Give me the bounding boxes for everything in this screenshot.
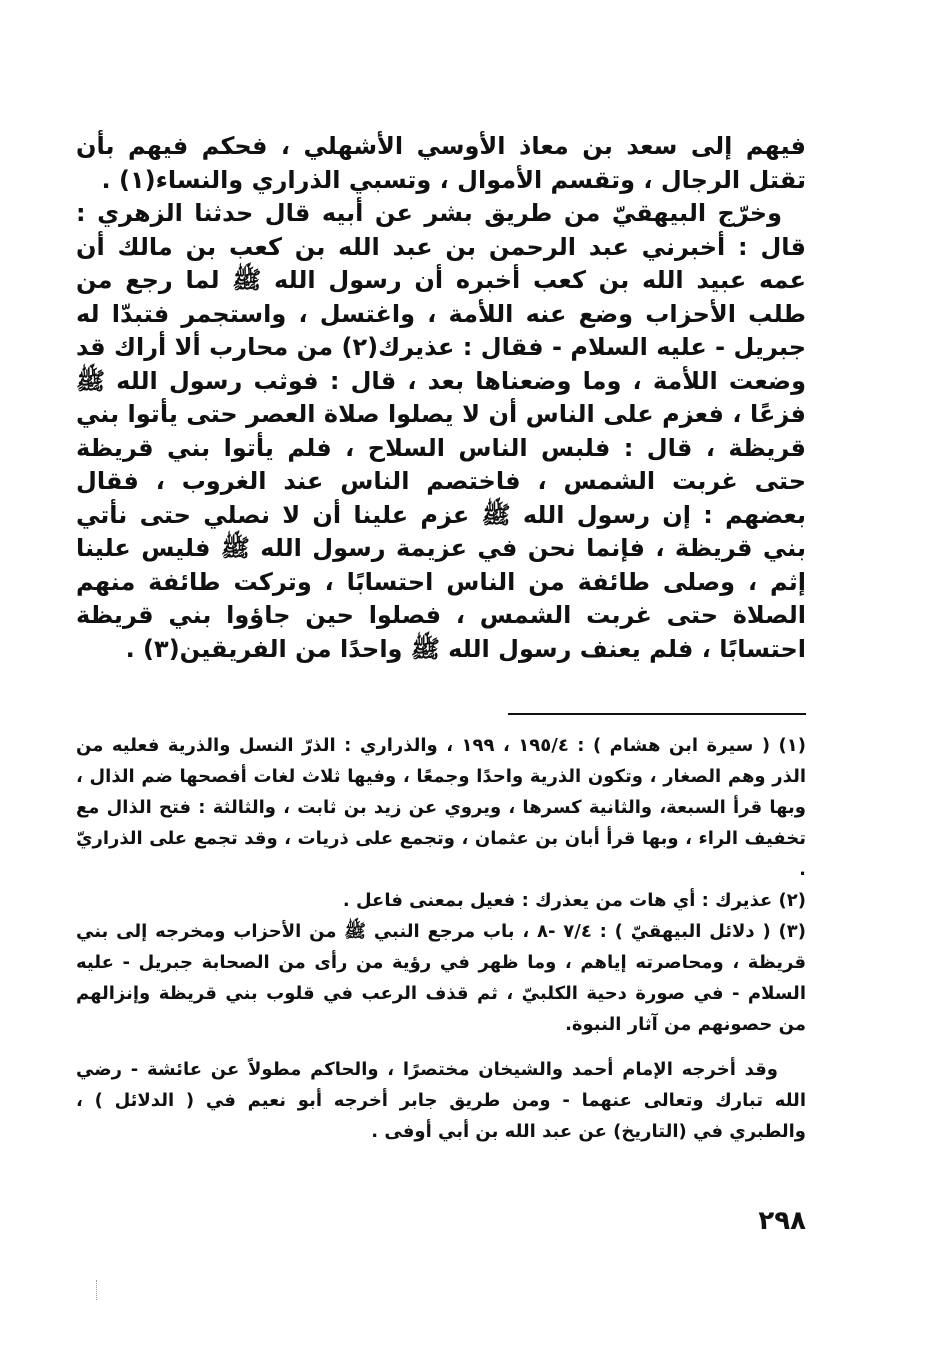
footnote-1: (١) ( سيرة ابن هشام ) : ١٩٥/٤ ، ١٩٩ ، والذراري : الذرّ النسل والذرية فعليه من الذر وهم الصغار ، وتكون الذرية واحدًا وجمعًا ، وفيها ثلاث لغات أفصحها ضم الذال ، وبها قرأ السبعة، والثانية كسرها ، ويروي عن زيد بن ثابت ، والثالثة : فتح الذال مع تخفيف الراء ، وبها قرأ أبان بن عثمان ، وتجمع على ذريات ، وقد تجمع على الذراريّ . [76, 735, 807, 880]
main-body-text [76, 130, 806, 666]
paragraph-continuation: فيهم إلى سعد بن معاذ الأوسي الأشهلي ، فحكم فيهم بأن تقتل الرجال ، وتقسم الأموال ، وتسبي الذراري والنساء(١) . [76, 132, 806, 194]
page-number: ٢٩٨ [758, 1206, 806, 1236]
footnote-2: (٢) عذيرك : أي هات من يعذرك : فعيل بمعنى فاعل . [342, 890, 806, 911]
footnote-3: (٣) ( دلائل البيهقيّ ) : ٧/٤ -٨ ، باب مرجع النبي ﷺ من الأحزاب ومخرجه إلى بني قريظة ، ومحاصرته إياهم ، وما ظهر في رؤية من رأى من الصحابة جبريل - عليه السلام - في صورة دحية الكلبيّ ، ثم قذف الرعب في قلوب بني قريظة وإنزالهم من حصونهم من آثار النبوة. [76, 921, 806, 1035]
footnote-separator [508, 713, 806, 715]
footnotes-section [76, 730, 806, 1147]
scan-artifact [96, 1280, 98, 1300]
paragraph-bayhaqi-narration: وخرّج البيهقيّ من طريق بشر عن أبيه قال حدثنا الزهري : قال : أخبرني عبد الرحمن بن عبد الله بن كعب بن مالك أن عمه عبيد الله بن كعب أخبره أن رسول الله ﷺ لما رجع من طلب الأحزاب وضع عنه اللأمة ، واغتسل ، واستجمر فتبدّا له جبريل - عليه السلام - فقال : عذيرك(٢) من محارب ألا أراك قد وضعت اللأمة ، وما وضعناها بعد ، قال : فوثب رسول الله ﷺ فزعًا ، فعزم على الناس أن لا يصلوا صلاة العصر حتى يأتوا بني قريظة ، قال : فلبس الناس السلاح ، فلم يأتوا بني قريظة حتى غربت الشمس ، فاختصم الناس عند الغروب ، فقال بعضهم : إن رسول الله ﷺ عزم علينا أن لا نصلي حتى نأتي بني قريظة ، فإنما نحن في عزيمة رسول الله ﷺ فليس علينا إثم ، وصلى طائفة من الناس احتسابًا ، وتركت طائفة منهم الصلاة حتى غربت الشمس ، فصلوا حين جاؤوا بني قريظة احتسابًا ، فلم يعنف رسول الله ﷺ واحدًا من الفريقين(٣) . [76, 199, 807, 663]
footnote-3-continuation: وقد أخرجه الإمام أحمد والشيخان مختصرًا ، والحاكم مطولاً عن عائشة - رضي الله تبارك وتعالى عنهما - ومن طريق جابر أخرجه أبو نعيم في ( الدلائل ) ، والطبري في (التاريخ) عن عبد الله بن أبي أوفى . [76, 1059, 806, 1142]
